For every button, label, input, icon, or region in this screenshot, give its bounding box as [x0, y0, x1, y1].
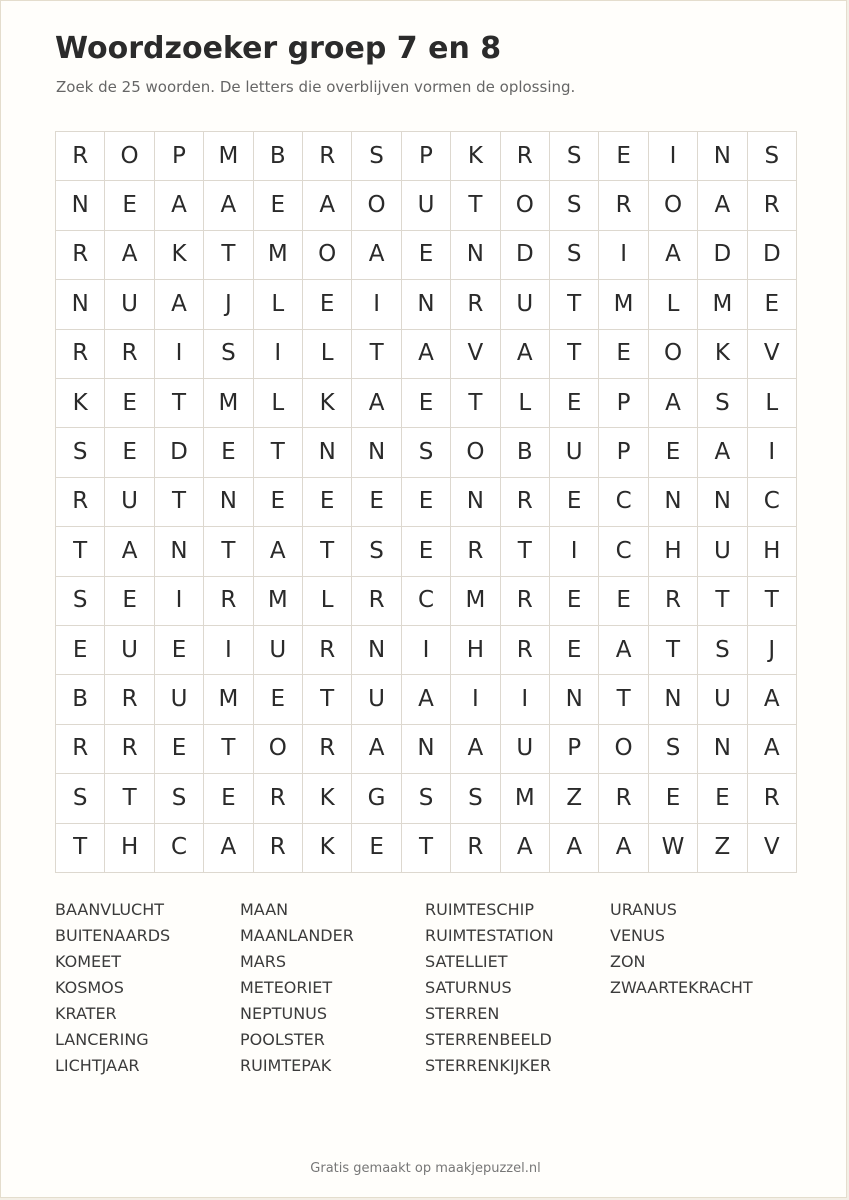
grid-cell[interactable]: A [254, 527, 303, 576]
grid-cell[interactable]: R [254, 824, 303, 873]
grid-cell[interactable]: M [254, 577, 303, 626]
grid-cell[interactable]: U [698, 527, 747, 576]
grid-cell[interactable]: T [204, 725, 253, 774]
grid-cell[interactable]: S [748, 132, 797, 181]
grid-cell[interactable]: P [599, 428, 648, 477]
grid-cell[interactable]: D [748, 231, 797, 280]
grid-cell[interactable]: E [352, 824, 401, 873]
grid-cell[interactable]: N [649, 675, 698, 724]
grid-cell[interactable]: A [748, 725, 797, 774]
grid-cell[interactable]: A [649, 231, 698, 280]
grid-cell[interactable]: U [352, 675, 401, 724]
grid-cell[interactable]: C [748, 478, 797, 527]
grid-cell[interactable]: U [698, 675, 747, 724]
grid-cell[interactable]: R [649, 577, 698, 626]
grid-cell[interactable]: T [649, 626, 698, 675]
grid-cell[interactable]: I [451, 675, 500, 724]
grid-cell[interactable]: I [599, 231, 648, 280]
grid-cell[interactable]: K [303, 824, 352, 873]
grid-cell[interactable]: L [501, 379, 550, 428]
grid-cell[interactable]: O [254, 725, 303, 774]
grid-cell[interactable]: L [254, 280, 303, 329]
grid-cell[interactable]: O [303, 231, 352, 280]
grid-cell[interactable]: T [451, 379, 500, 428]
grid-cell[interactable]: E [204, 774, 253, 823]
grid-cell[interactable]: R [599, 774, 648, 823]
grid-cell[interactable]: E [550, 478, 599, 527]
grid-cell[interactable]: A [303, 181, 352, 230]
grid-cell[interactable]: N [155, 527, 204, 576]
grid-cell[interactable]: K [451, 132, 500, 181]
grid-cell[interactable]: R [451, 824, 500, 873]
grid-cell[interactable]: I [501, 675, 550, 724]
grid-cell[interactable]: N [698, 478, 747, 527]
word-list-item: STERRENBEELD [425, 1030, 552, 1049]
grid-cell[interactable]: E [105, 181, 154, 230]
grid-cell[interactable]: V [451, 330, 500, 379]
word-column [425, 900, 610, 1082]
grid-cell[interactable]: A [155, 280, 204, 329]
grid-cell[interactable]: I [748, 428, 797, 477]
grid-cell[interactable]: U [105, 280, 154, 329]
grid-cell[interactable]: D [698, 231, 747, 280]
grid-cell[interactable]: D [155, 428, 204, 477]
grid-cell[interactable]: B [254, 132, 303, 181]
grid-cell[interactable]: U [501, 725, 550, 774]
grid-cell[interactable]: E [254, 675, 303, 724]
grid-cell[interactable]: T [402, 824, 451, 873]
grid-cell[interactable]: U [254, 626, 303, 675]
grid-cell[interactable]: V [748, 824, 797, 873]
grid-cell[interactable]: R [501, 478, 550, 527]
grid-cell[interactable]: E [599, 330, 648, 379]
letter-grid [55, 131, 797, 873]
word-column [240, 900, 425, 1082]
grid-cell[interactable]: S [56, 577, 105, 626]
grid-cell[interactable]: I [155, 330, 204, 379]
word-list-item: MAAN [240, 900, 289, 919]
grid-cell[interactable]: T [204, 527, 253, 576]
grid-cell[interactable]: S [402, 428, 451, 477]
grid-cell[interactable]: U [105, 478, 154, 527]
word-list-item: RUIMTEPAK [240, 1056, 332, 1075]
grid-cell[interactable]: A [501, 330, 550, 379]
grid-cell[interactable]: P [599, 379, 648, 428]
grid-cell[interactable]: S [451, 774, 500, 823]
grid-cell[interactable]: O [451, 428, 500, 477]
grid-cell[interactable]: T [451, 181, 500, 230]
grid-cell[interactable]: K [303, 774, 352, 823]
word-list-item: ZWAARTEKRACHT [610, 978, 753, 997]
grid-cell[interactable]: K [56, 379, 105, 428]
grid-cell[interactable]: I [352, 280, 401, 329]
grid-cell[interactable]: U [501, 280, 550, 329]
grid-cell[interactable]: C [402, 577, 451, 626]
grid-cell[interactable]: I [402, 626, 451, 675]
grid-cell[interactable]: R [451, 527, 500, 576]
grid-cell[interactable]: C [599, 478, 648, 527]
word-list-item: MAANLANDER [240, 926, 354, 945]
grid-cell[interactable]: E [155, 626, 204, 675]
grid-cell[interactable]: S [698, 379, 747, 428]
word-list-item: NEPTUNUS [240, 1004, 328, 1023]
grid-cell[interactable]: A [402, 330, 451, 379]
grid-cell[interactable]: S [155, 774, 204, 823]
grid-cell[interactable]: T [155, 478, 204, 527]
grid-cell[interactable]: L [303, 330, 352, 379]
grid-cell[interactable]: E [402, 527, 451, 576]
grid-cell[interactable]: E [204, 428, 253, 477]
grid-cell[interactable]: S [550, 132, 599, 181]
grid-cell[interactable]: A [204, 181, 253, 230]
grid-cell[interactable]: K [155, 231, 204, 280]
grid-cell[interactable]: T [155, 379, 204, 428]
grid-cell[interactable]: T [204, 231, 253, 280]
grid-cell[interactable]: N [698, 725, 747, 774]
grid-cell[interactable]: P [550, 725, 599, 774]
grid-cell[interactable]: M [451, 577, 500, 626]
grid-cell[interactable]: R [303, 132, 352, 181]
grid-cell[interactable]: T [501, 527, 550, 576]
grid-cell[interactable]: I [649, 132, 698, 181]
grid-cell[interactable]: P [155, 132, 204, 181]
grid-cell[interactable]: R [501, 626, 550, 675]
grid-cell[interactable]: A [748, 675, 797, 724]
grid-cell[interactable]: R [56, 725, 105, 774]
grid-cell[interactable]: O [649, 330, 698, 379]
grid-cell[interactable]: M [501, 774, 550, 823]
grid-cell[interactable]: R [204, 577, 253, 626]
grid-cell[interactable]: U [402, 181, 451, 230]
grid-cell[interactable]: T [303, 527, 352, 576]
grid-cell[interactable]: R [105, 675, 154, 724]
grid-cell[interactable]: A [204, 824, 253, 873]
grid-cell[interactable]: S [56, 428, 105, 477]
grid-cell[interactable]: T [254, 428, 303, 477]
word-column [610, 900, 795, 1082]
grid-cell[interactable]: N [352, 428, 401, 477]
grid-cell[interactable]: R [501, 577, 550, 626]
grid-cell[interactable]: R [105, 330, 154, 379]
grid-cell[interactable]: A [352, 725, 401, 774]
word-list-item: POOLSTER [240, 1030, 325, 1049]
word-list-item: STERREN [425, 1004, 500, 1023]
grid-cell[interactable]: E [649, 774, 698, 823]
word-list-item: METEORIET [240, 978, 333, 997]
grid-cell[interactable]: I [204, 626, 253, 675]
grid-cell[interactable]: R [599, 181, 648, 230]
grid-cell[interactable]: E [550, 626, 599, 675]
grid-cell[interactable]: L [254, 379, 303, 428]
grid-cell[interactable]: N [56, 181, 105, 230]
grid-cell[interactable]: O [501, 181, 550, 230]
grid-cell[interactable]: A [599, 626, 648, 675]
word-list-item: STERRENKIJKER [425, 1056, 551, 1075]
grid-cell[interactable]: R [303, 725, 352, 774]
word-list-item: KRATER [55, 1004, 117, 1023]
grid-cell[interactable]: R [56, 330, 105, 379]
grid-cell[interactable]: U [550, 428, 599, 477]
grid-cell[interactable]: T [550, 330, 599, 379]
grid-cell[interactable]: Z [698, 824, 747, 873]
grid-cell[interactable]: A [105, 527, 154, 576]
grid-cell[interactable]: N [204, 478, 253, 527]
grid-cell[interactable]: A [599, 824, 648, 873]
grid-cell[interactable]: A [698, 428, 747, 477]
word-list-item: BUITENAARDS [55, 926, 171, 945]
grid-cell[interactable]: R [303, 626, 352, 675]
grid-cell[interactable]: E [550, 379, 599, 428]
grid-cell[interactable]: R [352, 577, 401, 626]
grid-cell[interactable]: N [402, 280, 451, 329]
grid-cell[interactable]: E [254, 478, 303, 527]
grid-cell[interactable]: A [649, 379, 698, 428]
grid-cell[interactable]: T [105, 774, 154, 823]
grid-cell[interactable]: Z [550, 774, 599, 823]
grid-cell[interactable]: R [56, 132, 105, 181]
word-list-item: SATELLIET [425, 952, 508, 971]
grid-cell[interactable]: M [698, 280, 747, 329]
grid-cell[interactable]: M [204, 379, 253, 428]
grid-cell[interactable]: E [155, 725, 204, 774]
grid-cell[interactable]: E [649, 428, 698, 477]
grid-cell[interactable]: R [254, 774, 303, 823]
grid-cell[interactable]: A [155, 181, 204, 230]
grid-cell[interactable]: E [105, 577, 154, 626]
grid-cell[interactable]: D [501, 231, 550, 280]
word-list-item: BAANVLUCHT [55, 900, 165, 919]
grid-cell[interactable]: N [56, 280, 105, 329]
grid-cell[interactable]: N [698, 132, 747, 181]
grid-cell[interactable]: K [303, 379, 352, 428]
grid-cell[interactable]: A [501, 824, 550, 873]
grid-cell[interactable]: G [352, 774, 401, 823]
grid-cell[interactable]: T [352, 330, 401, 379]
word-list-item: ZON [610, 952, 646, 971]
word-list-item: KOSMOS [55, 978, 124, 997]
word-list-item: KOMEET [55, 952, 122, 971]
grid-cell[interactable]: R [56, 231, 105, 280]
grid-cell[interactable]: B [56, 675, 105, 724]
grid-cell[interactable]: O [352, 181, 401, 230]
word-list-item: RUIMTESTATION [425, 926, 554, 945]
grid-cell[interactable]: E [748, 280, 797, 329]
grid-cell[interactable]: T [599, 675, 648, 724]
word-list-item: RUIMTESCHIP [425, 900, 534, 919]
grid-cell[interactable]: S [550, 231, 599, 280]
grid-cell[interactable]: A [402, 675, 451, 724]
grid-cell[interactable]: N [451, 231, 500, 280]
grid-cell[interactable]: M [204, 675, 253, 724]
grid-cell[interactable]: B [501, 428, 550, 477]
grid-cell[interactable]: U [155, 675, 204, 724]
grid-cell[interactable]: A [352, 231, 401, 280]
grid-cell[interactable]: E [599, 132, 648, 181]
grid-cell[interactable]: A [352, 379, 401, 428]
grid-cell[interactable]: A [698, 181, 747, 230]
grid-cell[interactable]: J [748, 626, 797, 675]
grid-cell[interactable]: E [105, 428, 154, 477]
grid-cell[interactable]: N [402, 725, 451, 774]
grid-cell[interactable]: R [748, 181, 797, 230]
grid-cell[interactable]: E [105, 379, 154, 428]
grid-cell[interactable]: N [352, 626, 401, 675]
grid-cell[interactable]: T [550, 280, 599, 329]
grid-cell[interactable]: K [698, 330, 747, 379]
grid-cell[interactable]: N [451, 478, 500, 527]
word-list-item: MARS [240, 952, 287, 971]
grid-cell[interactable]: P [402, 132, 451, 181]
grid-cell[interactable]: E [698, 774, 747, 823]
grid-cell[interactable]: R [748, 774, 797, 823]
grid-cell[interactable]: E [303, 280, 352, 329]
grid-cell[interactable]: O [105, 132, 154, 181]
grid-cell[interactable]: A [105, 231, 154, 280]
grid-cell[interactable]: H [451, 626, 500, 675]
grid-cell[interactable]: W [649, 824, 698, 873]
grid-cell[interactable]: E [402, 231, 451, 280]
grid-cell[interactable]: R [56, 478, 105, 527]
grid-cell[interactable]: L [303, 577, 352, 626]
grid-cell[interactable]: I [550, 527, 599, 576]
grid-cell[interactable]: N [303, 428, 352, 477]
grid-cell[interactable]: T [56, 527, 105, 576]
word-list-item: URANUS [610, 900, 677, 919]
grid-cell[interactable]: S [649, 725, 698, 774]
grid-cell[interactable]: L [649, 280, 698, 329]
grid-cell[interactable]: E [352, 478, 401, 527]
grid-cell[interactable]: C [599, 527, 648, 576]
grid-cell[interactable]: C [155, 824, 204, 873]
grid-cell[interactable]: E [402, 478, 451, 527]
word-list-item: SATURNUS [425, 978, 512, 997]
grid-cell[interactable]: M [254, 231, 303, 280]
grid-cell[interactable]: S [402, 774, 451, 823]
grid-cell[interactable]: E [599, 577, 648, 626]
grid-cell[interactable]: T [748, 577, 797, 626]
word-list [55, 900, 795, 1082]
grid-cell[interactable]: E [56, 626, 105, 675]
footer-credit: Gratis gemaakt op maakjepuzzel.nl [310, 1161, 541, 1176]
grid-cell[interactable]: S [352, 132, 401, 181]
grid-cell[interactable]: T [303, 675, 352, 724]
grid-cell[interactable]: R [451, 280, 500, 329]
grid-cell[interactable]: E [402, 379, 451, 428]
grid-cell[interactable]: A [550, 824, 599, 873]
grid-cell[interactable]: S [352, 527, 401, 576]
page-title: Woordzoeker groep 7 en 8 [55, 31, 502, 66]
grid-cell[interactable]: S [698, 626, 747, 675]
grid-cell[interactable]: M [204, 132, 253, 181]
grid-cell[interactable]: L [748, 379, 797, 428]
word-list-item: VENUS [610, 926, 665, 945]
grid-cell[interactable]: M [599, 280, 648, 329]
grid-cell[interactable]: S [550, 181, 599, 230]
grid-cell[interactable]: E [550, 577, 599, 626]
grid-cell[interactable]: J [204, 280, 253, 329]
grid-cell[interactable]: I [155, 577, 204, 626]
word-column [55, 900, 240, 1082]
grid-cell[interactable]: H [105, 824, 154, 873]
word-list-item: LICHTJAAR [55, 1056, 140, 1075]
grid-cell[interactable]: I [254, 330, 303, 379]
grid-cell[interactable]: O [649, 181, 698, 230]
instructions: Zoek de 25 woorden. De letters die overblijven vormen de oplossing. [56, 78, 576, 96]
grid-cell[interactable]: H [649, 527, 698, 576]
grid-cell[interactable]: N [649, 478, 698, 527]
grid-cell[interactable]: O [599, 725, 648, 774]
grid-cell[interactable]: H [748, 527, 797, 576]
grid-cell[interactable]: T [56, 824, 105, 873]
grid-cell[interactable]: T [698, 577, 747, 626]
grid-cell[interactable]: U [105, 626, 154, 675]
grid-cell[interactable]: E [303, 478, 352, 527]
grid-cell[interactable]: R [501, 132, 550, 181]
grid-cell[interactable]: V [748, 330, 797, 379]
grid-cell[interactable]: R [105, 725, 154, 774]
grid-cell[interactable]: N [550, 675, 599, 724]
grid-cell[interactable]: S [204, 330, 253, 379]
word-list-item: LANCERING [55, 1030, 149, 1049]
grid-cell[interactable]: S [56, 774, 105, 823]
grid-cell[interactable]: A [451, 725, 500, 774]
grid-cell[interactable]: E [254, 181, 303, 230]
